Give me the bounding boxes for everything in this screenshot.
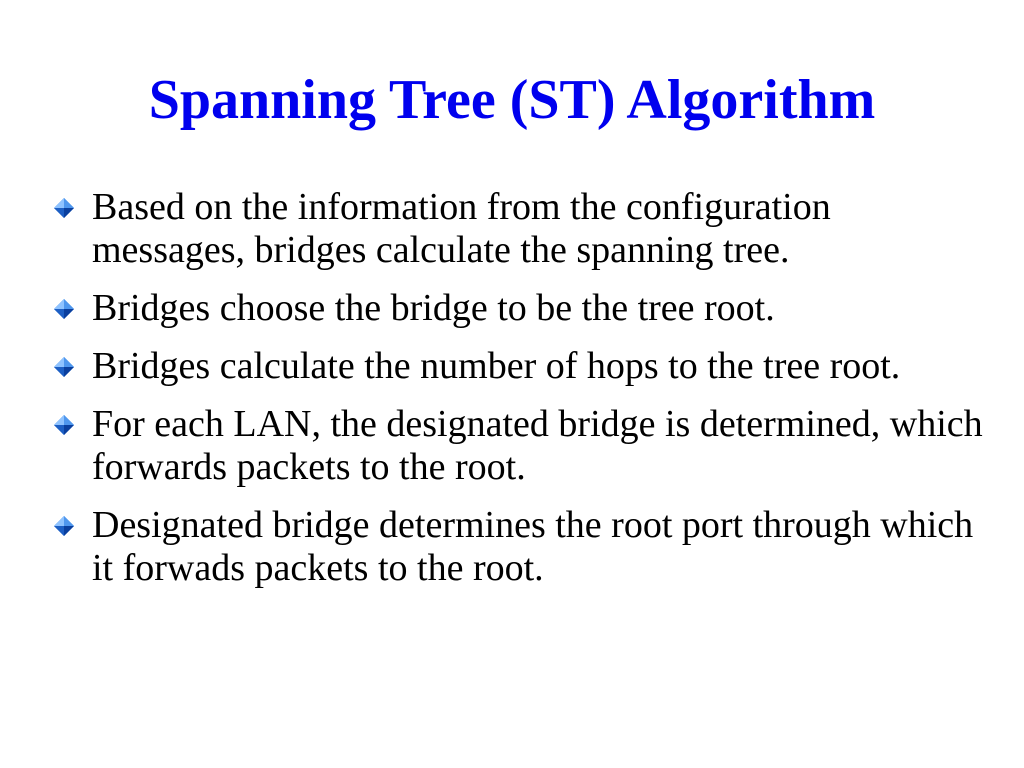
diamond-bullet-icon <box>54 299 74 319</box>
bullet-item <box>48 504 988 590</box>
bullet-text: Bridges calculate the number of hops to the tree root. <box>92 345 901 387</box>
bullet-text: Bridges choose the bridge to be the tree root. <box>92 287 775 329</box>
bullet-item <box>48 345 988 388</box>
bullet-item <box>48 186 988 272</box>
bullet-item <box>48 403 988 489</box>
bullet-list <box>48 186 988 605</box>
diamond-bullet-icon <box>54 415 74 435</box>
diamond-bullet-icon <box>54 198 74 218</box>
bullet-text: Based on the information from the configuration messages, bridges calculate the spanning tree. <box>92 186 831 271</box>
bullet-item <box>48 287 988 330</box>
diamond-bullet-icon <box>54 516 74 536</box>
bullet-text: Designated bridge determines the root port through which it forwads packets to the root. <box>92 504 974 589</box>
diamond-bullet-icon <box>54 357 74 377</box>
bullet-text: For each LAN, the designated bridge is determined, which forwards packets to the root. <box>92 403 983 488</box>
slide-title: Spanning Tree (ST) Algorithm <box>148 69 876 131</box>
